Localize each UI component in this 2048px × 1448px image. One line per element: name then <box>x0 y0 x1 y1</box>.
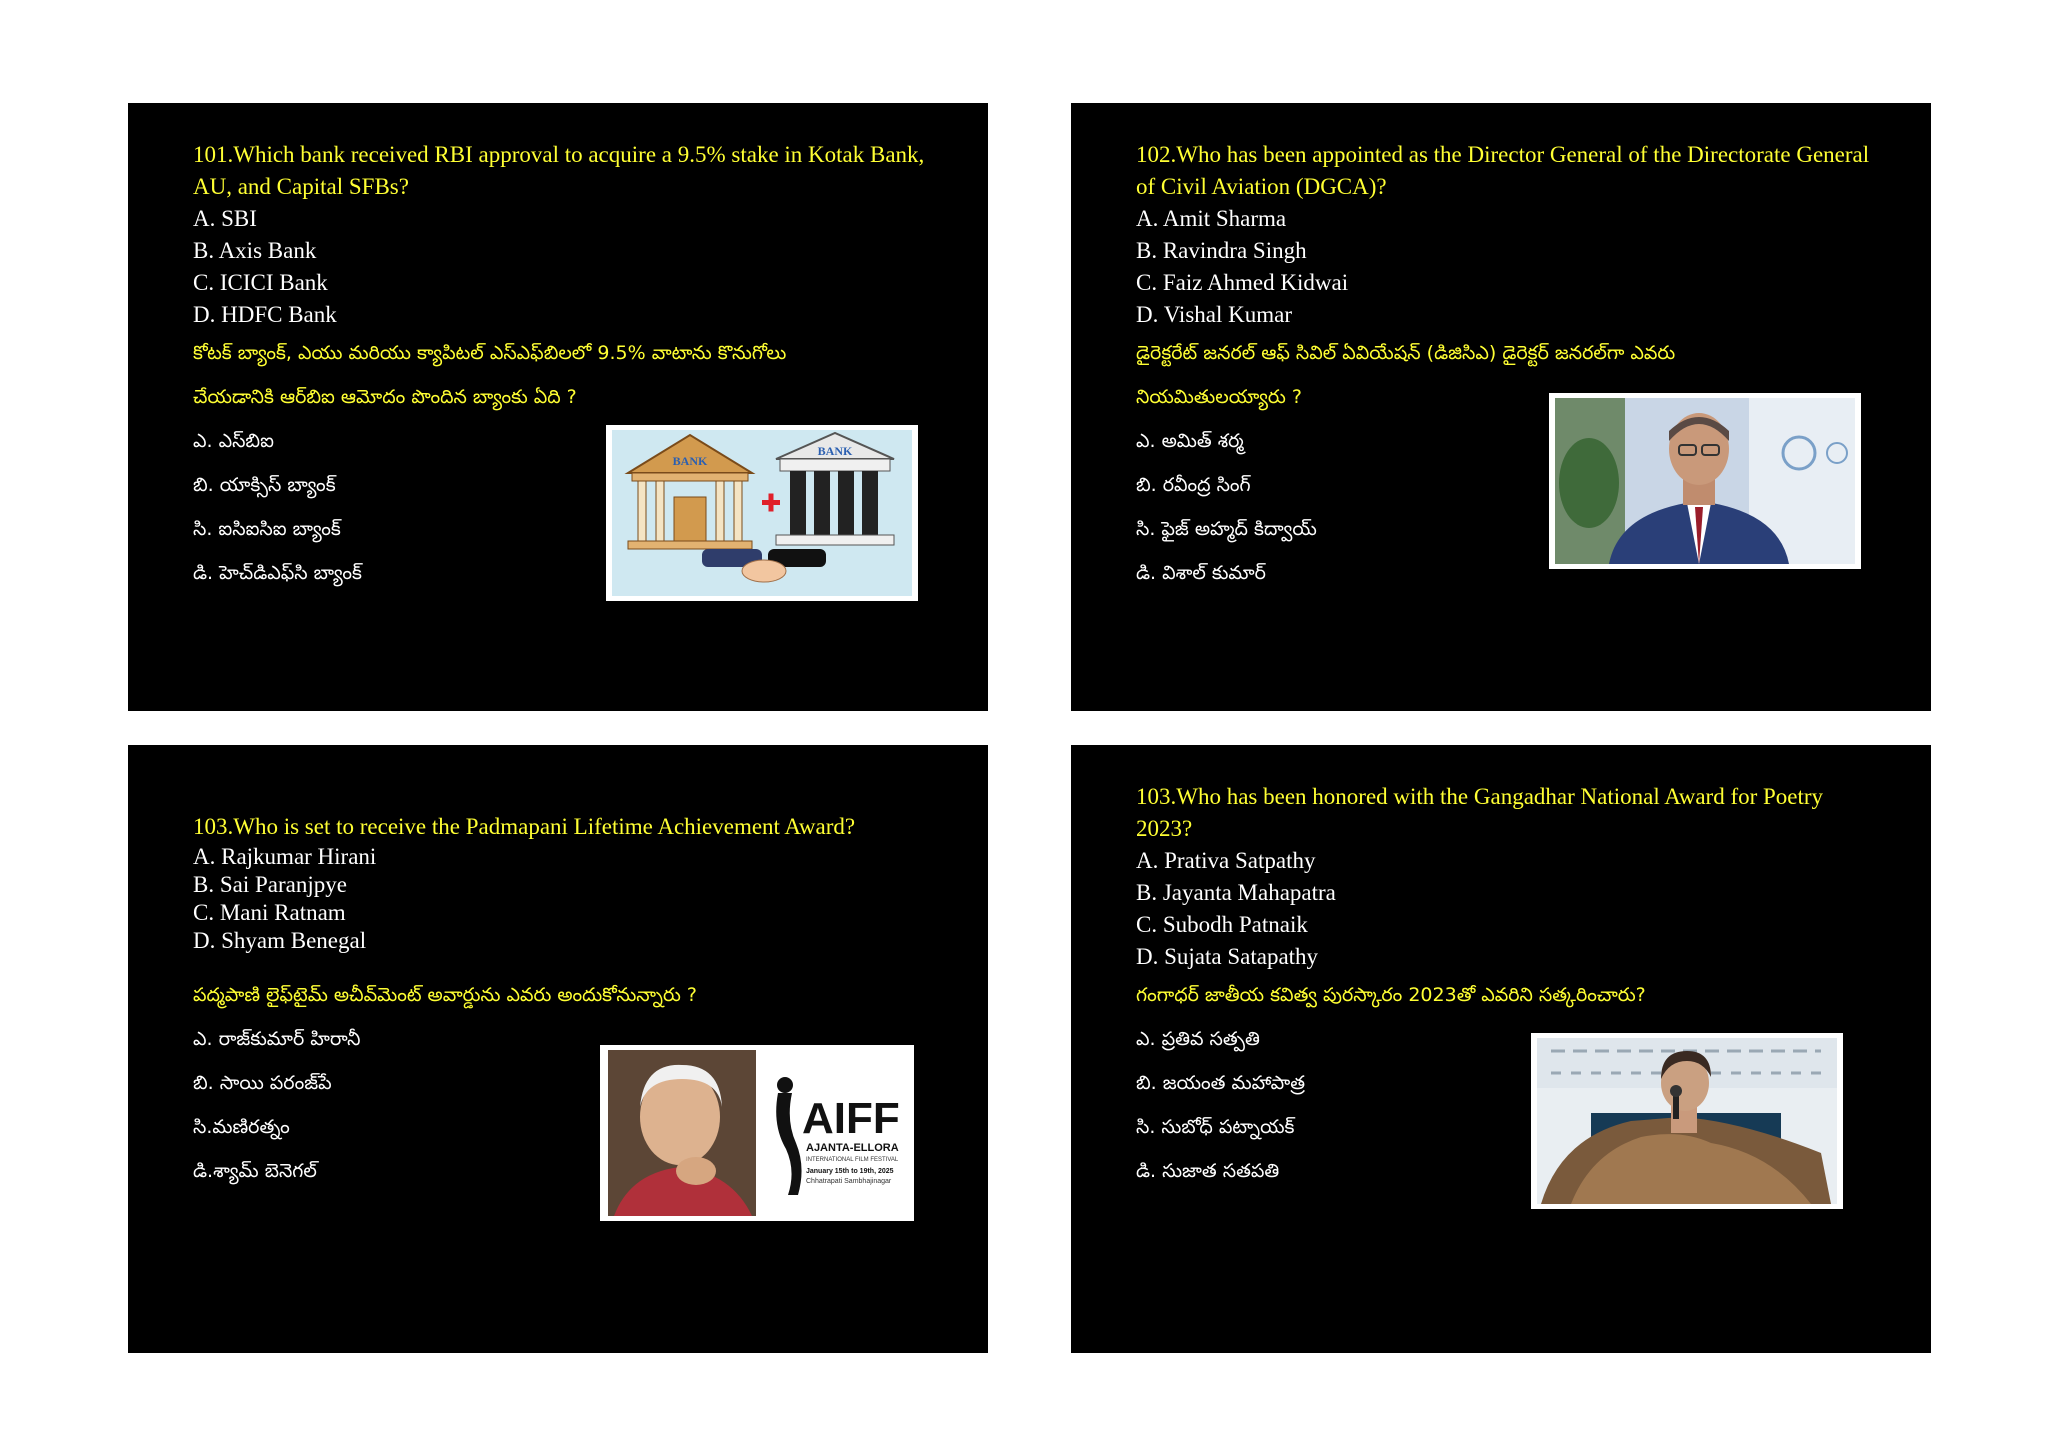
aiff-logo-text: AIFF <box>802 1094 900 1143</box>
gangadhar-award-photo <box>1531 1033 1843 1209</box>
option-d: D. HDFC Bank <box>193 302 337 327</box>
options-english <box>193 203 933 331</box>
dgca-director-photo <box>1549 393 1861 569</box>
option-te-a: ఎ. రాజ్‌కుమార్ హిరానీ <box>193 1028 361 1050</box>
options-english <box>1136 845 1876 973</box>
option-te-d: డి. విశాల్ కుమార్ <box>1136 562 1266 584</box>
question-english: 103.Who has been honored with the Gangadhar National Award for Poetry 2023? <box>1136 784 1824 841</box>
option-a: A. SBI <box>193 206 257 231</box>
question-english: 101.Which bank received RBI approval to acquire a 9.5% stake in Kotak Bank, AU, and Capital SFBs? <box>193 142 925 199</box>
option-c: C. Faiz Ahmed Kidwai <box>1136 270 1349 295</box>
option-te-c: సి. ఫైజ్ అహ్మద్ కిద్వాయ్ <box>1136 518 1317 540</box>
option-te-d: డి. హెచ్‌డిఎఫ్‌సి బ్యాంక్ <box>193 562 362 584</box>
bank-label-right: BANK <box>817 444 853 458</box>
option-d: D. Shyam Benegal <box>193 928 367 953</box>
option-b: B. Axis Bank <box>193 238 317 263</box>
option-te-b: బి. రవీంద్ర సింగ్ <box>1136 474 1251 496</box>
option-b: B. Sai Paranjpye <box>193 872 347 897</box>
option-b: B. Ravindra Singh <box>1136 238 1307 263</box>
option-te-a: ఎ. ప్రతివ సత్పతి <box>1136 1028 1260 1050</box>
option-te-d: డి. సుజాత సతపతి <box>1136 1160 1280 1182</box>
aiff-award-image <box>600 1045 914 1221</box>
option-te-c: సి. ఐసిఐసిఐ బ్యాంక్ <box>193 518 341 540</box>
aiff-dates: January 15th to 19th, 2025 <box>806 1168 894 1175</box>
option-a: A. Rajkumar Hirani <box>193 844 377 869</box>
options-english <box>1136 203 1876 331</box>
option-te-c: సి.మణిరత్నం <box>193 1116 290 1138</box>
bank-merger-illustration <box>606 425 918 601</box>
question-telugu-line-1: డైరెక్టరేట్ జనరల్ ఆఫ్ సివిల్ ఏవియేషన్ (డిజిసిఎ) డైరెక్టర్ జనరల్‌గా ఎవరు <box>1136 342 1676 364</box>
option-c: C. Mani Ratnam <box>193 900 346 925</box>
option-te-b: బి. యాక్సిస్ బ్యాంక్ <box>193 474 336 496</box>
question-telugu-line-2: నియమితులయ్యారు ? <box>1136 386 1302 408</box>
option-c: C. Subodh Patnaik <box>1136 912 1308 937</box>
option-te-c: సి. సుబోధ్ పట్నాయక్ <box>1136 1116 1295 1138</box>
aiff-venue: Chhatrapati Sambhajinagar <box>806 1178 892 1185</box>
aiff-subtitle: INTERNATIONAL FILM FESTIVAL <box>806 1157 899 1163</box>
question-telugu: పద్మపాణి లైఫ్‌టైమ్ అచీవ్‌మెంట్ అవార్డును ఎవరు అందుకోనున్నారు ? <box>193 984 697 1006</box>
options-english <box>193 843 933 955</box>
option-c: C. ICICI Bank <box>193 270 328 295</box>
option-a: A. Prativa Satpathy <box>1136 848 1316 873</box>
slide-103-padmapani <box>128 745 988 1353</box>
option-d: D. Vishal Kumar <box>1136 302 1292 327</box>
question-telugu-line-1: కోటక్ బ్యాంక్, ఎయు మరియు క్యాపిటల్ ఎస్ఎఫ్‌బిలలో 9.5% వాటాను కొనుగోలు <box>193 342 787 364</box>
option-te-b: బి. జయంత మహాపాత్ర <box>1136 1072 1306 1094</box>
option-a: A. Amit Sharma <box>1136 206 1287 231</box>
option-d: D. Sujata Satapathy <box>1136 944 1319 969</box>
option-b: B. Jayanta Mahapatra <box>1136 880 1336 905</box>
question-telugu: గంగాధర్ జాతీయ కవిత్వ పురస్కారం 2023తో ఎవరిని సత్కరించారు? <box>1136 984 1646 1006</box>
bank-label-left: BANK <box>672 454 708 468</box>
option-te-a: ఎ. ఎస్‌బిఐ <box>193 430 274 452</box>
option-te-a: ఎ. అమిత్ శర్మ <box>1136 430 1244 452</box>
question-english: 102.Who has been appointed as the Director General of the Directorate General of Civil Aviation (DGCA)? <box>1136 142 1870 199</box>
slide-101 <box>128 103 988 711</box>
slide-103-gangadhar <box>1071 745 1931 1353</box>
aiff-name: AJANTA-ELLORA <box>806 1142 899 1154</box>
question-english: 103.Who is set to receive the Padmapani Lifetime Achievement Award? <box>193 814 856 839</box>
question-telugu-line-2: చేయడానికి ఆర్‌బిఐ ఆమోదం పొందిన బ్యాంకు ఏది ? <box>193 386 577 408</box>
option-te-b: బి. సాయి పరంజ్‌పే <box>193 1072 332 1094</box>
option-te-d: డి.శ్యామ్ బెనెగల్ <box>193 1160 317 1182</box>
slide-102 <box>1071 103 1931 711</box>
